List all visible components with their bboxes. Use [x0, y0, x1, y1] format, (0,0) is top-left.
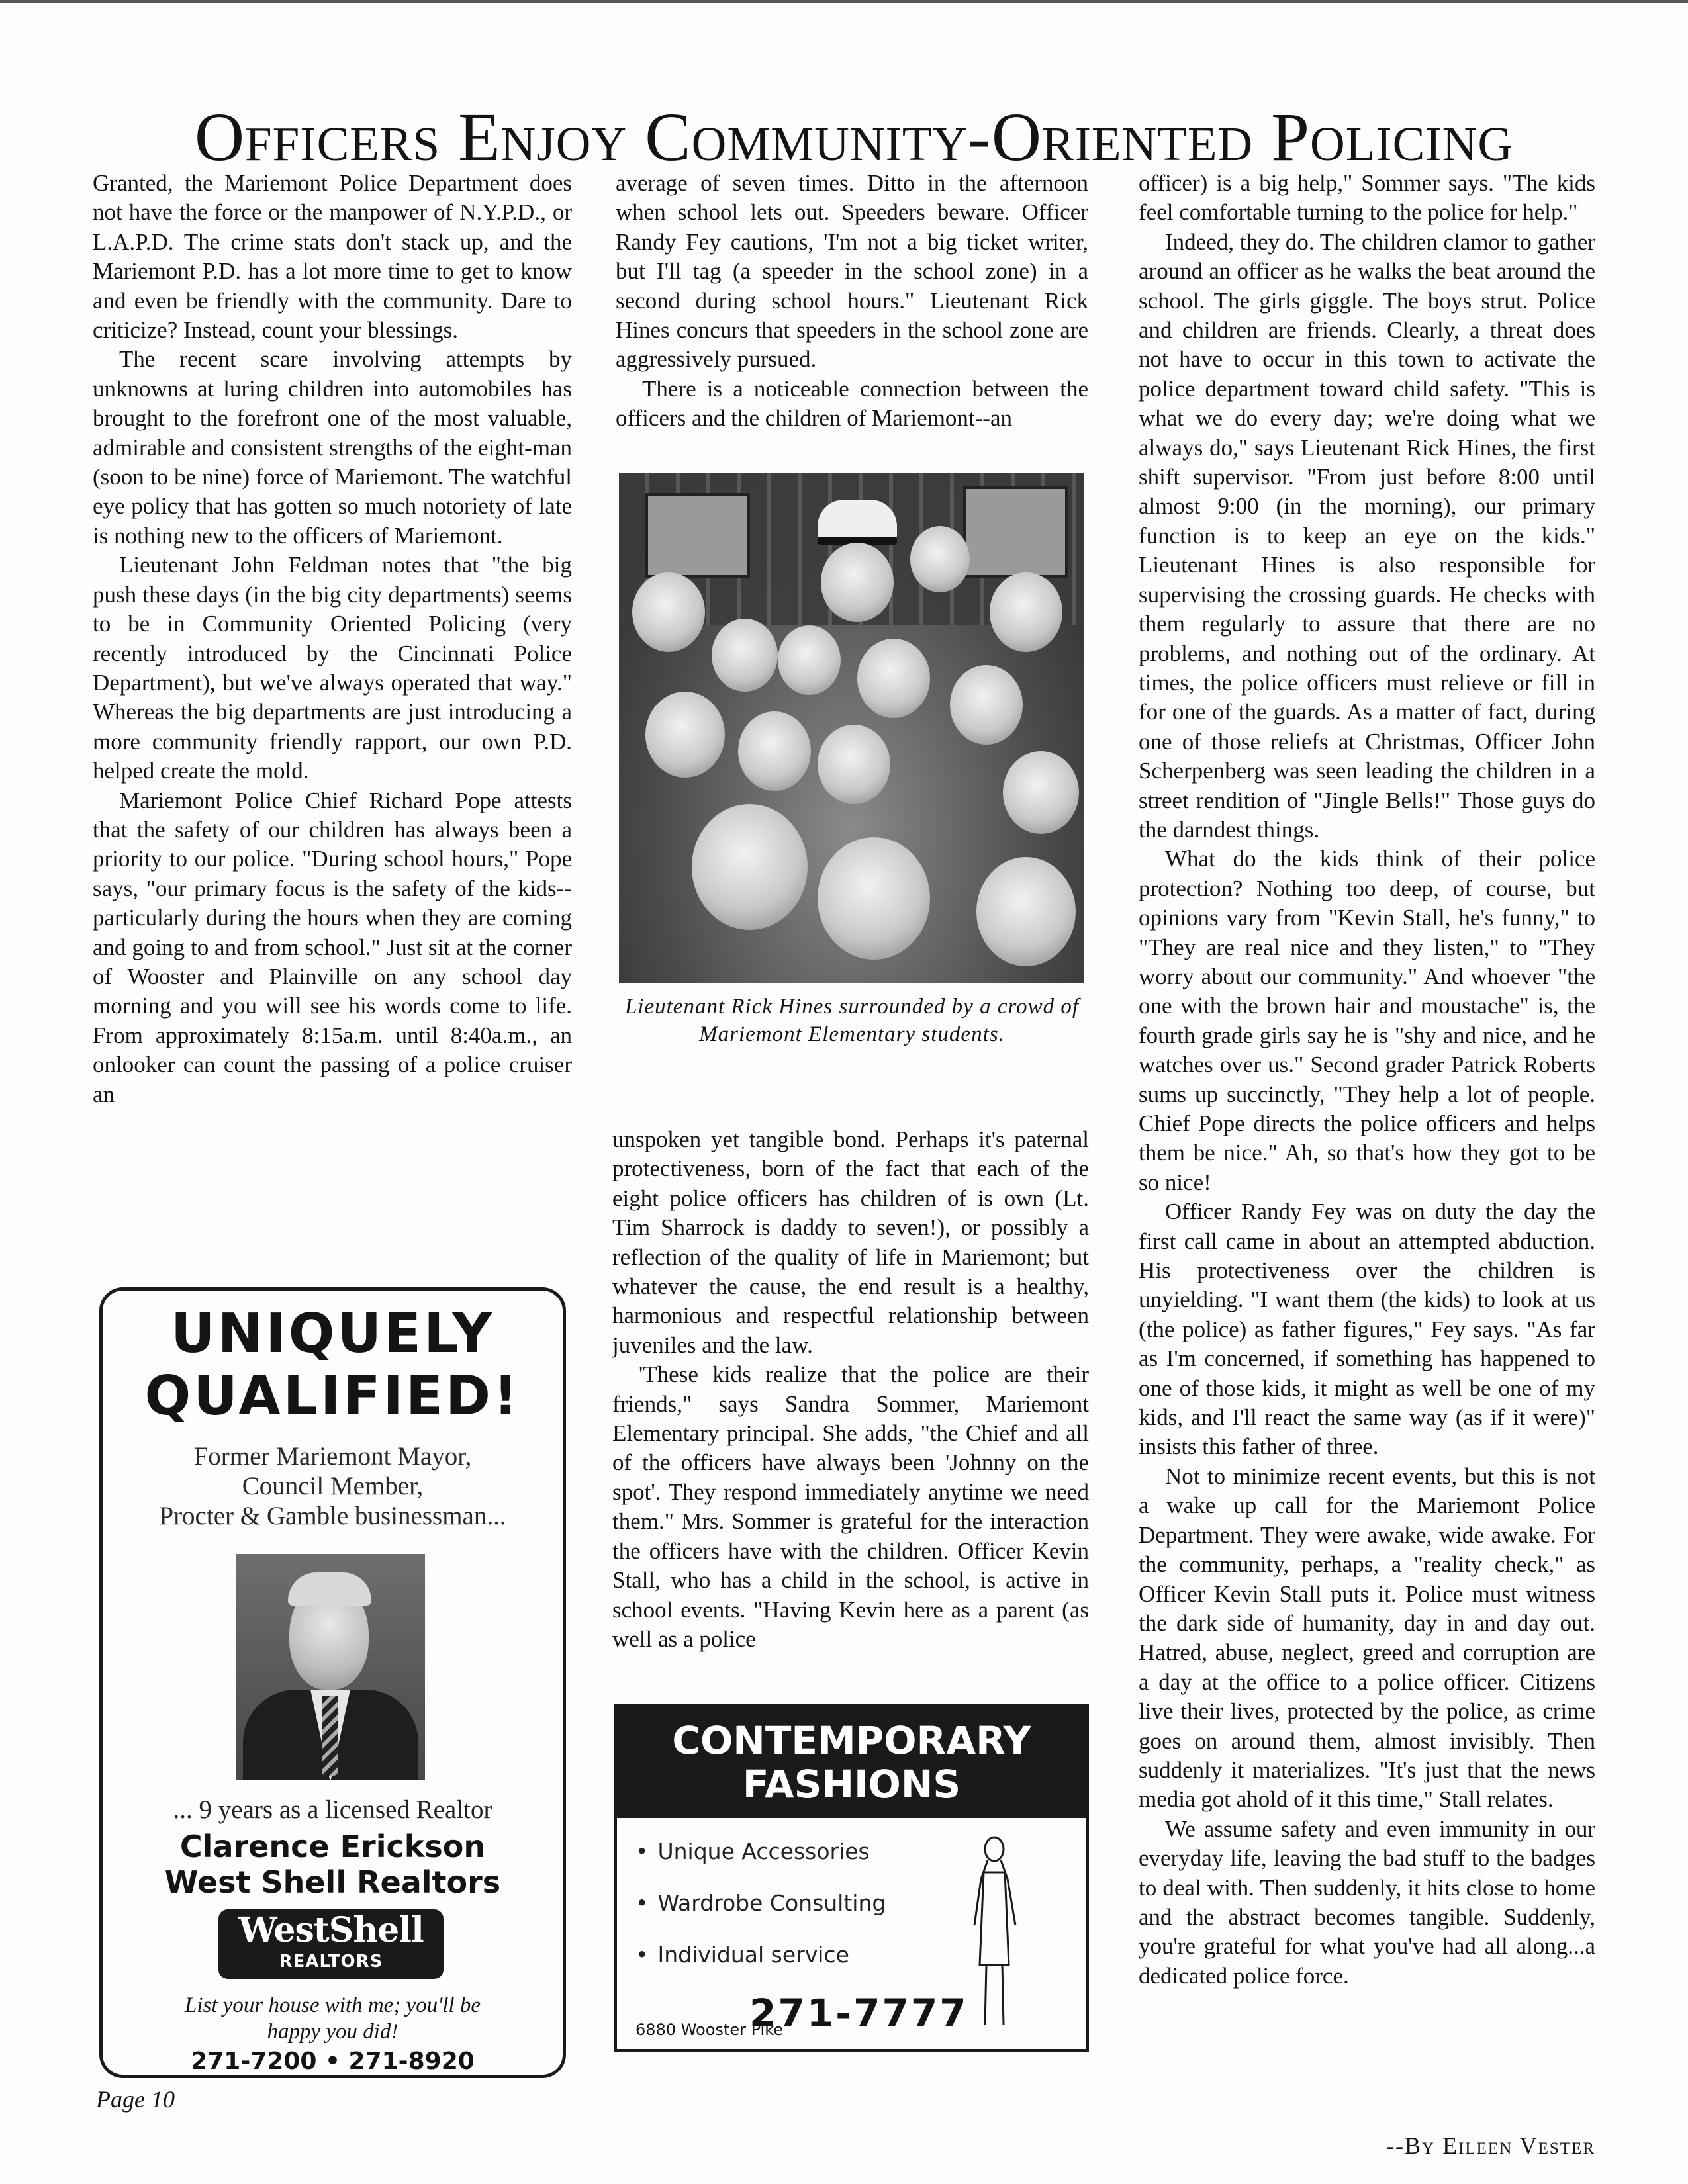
tagline-line: happy you did!	[267, 2020, 399, 2044]
logo-subtext: REALTORS	[279, 1952, 383, 1972]
student-face	[645, 692, 725, 778]
officer-cap	[818, 500, 897, 539]
ad-headline: QUALIFIED!	[144, 1365, 521, 1428]
byline: --By Eileen Vester	[1386, 2132, 1595, 2159]
student-face	[1003, 751, 1079, 834]
fashion-address: 6880 Wooster Pike	[635, 2021, 783, 2039]
window	[645, 493, 750, 578]
ad-headline: UNIQUELY	[171, 1302, 494, 1365]
ad-subtitle: Council Member,	[242, 1472, 424, 1500]
student-face	[778, 625, 841, 695]
fashion-ad-title	[617, 1707, 1086, 1818]
page-number: Page 10	[96, 2086, 175, 2113]
paragraph: 'These kids realize that the police are their friends," says Sandra Sommer, Mariemont Elementary principal. She adds, "the Chief and all of the officers have always been 'Johnny on the spot'. They respond immediately anytime we need them." Mrs. Sommer is grateful for the interaction the officers have with the children. Officer Kevin Stall, who has a child in the school, is active in school events. "Having Kevin here as a parent (as well as a police	[612, 1361, 1089, 1652]
service-list	[635, 1839, 927, 1994]
ad-subtitle: Procter & Gamble businessman...	[159, 1502, 506, 1530]
student-face	[738, 711, 811, 791]
paragraph: Not to minimize recent events, but this is not a wake up call for the Mariemont Police Department. They were awake, wide awake. For the community, perhaps, a "reality check," as Officer Kevin Stall puts it. Police must witness the dark side of humanity, day in and day out. Hatred, abuse, neglect, greed and corruption are a day at the office to a police officer. Citizens live their lives, protected by the police, as crime goes on around them, almost invisibly. Then suddenly it materializes. "It's just that the news media got ahold of it this time," Stall relates.	[1139, 1463, 1595, 1813]
ad-phone-numbers: 271-7200 • 271-8920	[191, 2048, 475, 2075]
student-face	[990, 572, 1062, 652]
paragraph: We assume safety and even immunity in our everyday life, leaving the bad stuff to the badges to deal with. Then suddenly, it hits close to home and the abstract becomes tangible. Suddenly, you're grateful for what you've had all along...a dedicated police force.	[1139, 1815, 1595, 1989]
tagline-line: List your house with me; you'll be	[184, 1993, 481, 2017]
paragraph: unspoken yet tangible bond. Perhaps it's paternal protectiveness, born of the fact that each of the eight police officers has children of is own (Lt. Tim Sharrock is daddy to seven!), or possibly a reflection of the quality of life in Mariemont; but whatever the cause, the end result is a healthy, harmonious and respectful relationship between juveniles and the law.	[612, 1126, 1089, 1358]
realtor-portrait	[236, 1554, 425, 1780]
service-item: • Individual service	[635, 1942, 927, 1968]
ad-subtitle: Former Mariemont Mayor,	[193, 1442, 472, 1471]
article-column-3	[1139, 169, 1595, 2101]
article-column-1	[93, 169, 572, 1244]
student-face	[950, 665, 1023, 745]
fashion-ad	[614, 1704, 1089, 2052]
article-column-2-bottom	[612, 1125, 1089, 1701]
top-rule	[0, 0, 1688, 3]
paragraph: Granted, the Mariemont Police Department does not have the force or the manpower of N.Y.P.D., or L.A.P.D. The crime stats don't stack up, and the Mariemont P.D. has a lot more time to get to know and even be friendly with the community. Dare to criticize? Instead, count your blessings.	[93, 170, 572, 343]
portrait-hair	[288, 1572, 371, 1606]
title-line: FASHIONS	[742, 1762, 961, 1807]
paragraph: Lieutenant John Feldman notes that "the big push these days (in the big city departments) seems to be in Community Oriented Policing (very recently introduced by the Cincinnati Police Department), but we've always operated that way." Whereas the big departments are just introducing a more community friendly rapport, our own P.D. helped create the mold.	[93, 552, 572, 784]
paragraph: Indeed, they do. The children clamor to gather around an officer as he walks the beat around the school. The girls giggle. The boys strut. Police and children are friends. Clearly, a threat does not have to occur in this town to activate the police department toward child safety. "This is what we do every day; we're doing what we always do," says Lieutenant Rick Hines, the first shift supervisor. "From just before 8:00 until almost 9:00 (in the morning), our primary function is to keep an eye on the kids." Lieutenant Hines is also responsible for supervising the crossing guards. He checks with them regularly to assure that there are no problems, and nothing out of the ordinary. At times, the police officers must relieve or fill in for one of the guards. As a matter of fact, during one of those reliefs at Christmas, Officer John Scherpenberg was seen leading the children in a street rendition of "Jingle Bells!" Those guys do the darndest things.	[1139, 228, 1595, 842]
student-face	[910, 526, 970, 592]
realtor-ad	[99, 1287, 566, 2078]
student-face	[712, 619, 778, 692]
paragraph: What do the kids think of their police protection? Nothing too deep, of course, but opinions vary from "Kevin Stall, he's funny," to "They are real nice and they listen," to "They worry about our community." And whoever "the one with the brown hair and moustache" is, the fourth grade girls say he is "shy and nice, and he watches over us." Second grader Patrick Roberts sums up succinctly, "They help a lot of people. Chief Pope directs the police officers and helps them be nice." Ah, so that's how they got to be so nice!	[1139, 846, 1595, 1195]
photo-caption: Lieutenant Rick Hines surrounded by a crowd of Mariemont Elementary students.	[624, 995, 1080, 1046]
officer-face	[821, 543, 894, 622]
window	[963, 486, 1068, 578]
paragraph: There is a noticeable connection between the officers and the children of Mariemont--an	[616, 375, 1088, 432]
title-line: CONTEMPORARY	[672, 1718, 1031, 1763]
paragraph: The recent scare involving attempts by unknowns at luring children into automobiles has brought to the forefront one of the most valuable, admirable and consistent strengths of the eight-man (soon to be nine) force of Mariemont. The watchful eye policy that has gotten so much notoriety of late is nothing new to the officers of Mariemont.	[93, 346, 572, 549]
students-photo	[619, 473, 1084, 983]
ad-licensed-line: ... 9 years as a licensed Realtor	[173, 1796, 492, 1824]
article-column-2-top	[616, 169, 1088, 470]
service-item: • Wardrobe Consulting	[635, 1891, 927, 1916]
portrait-tie	[322, 1696, 338, 1776]
service-item: • Unique Accessories	[635, 1839, 927, 1864]
student-face	[857, 639, 930, 718]
student-face	[976, 857, 1076, 966]
student-face	[818, 837, 930, 960]
student-face	[632, 572, 705, 652]
westshell-logo	[218, 1909, 444, 1979]
logo-wordmark: WestShell	[238, 1910, 424, 1950]
realtor-company: West Shell Realtors	[164, 1864, 501, 1900]
fashion-phone: 271-7777	[749, 1991, 968, 2036]
realtor-name: Clarence Erickson	[179, 1829, 486, 1864]
paragraph: officer) is a big help," Sommer says. "The kids feel comfortable turning to the police for help."	[1139, 170, 1595, 226]
article-headline: Officers Enjoy Community-Oriented Policing	[194, 99, 1514, 175]
paragraph: Mariemont Police Chief Richard Pope attests that the safety of our children has always been a priority to our police. "During school hours," Pope says, "our primary focus is the safety of the kids--particularly during the hours when they are coming and going to and from school." Just sit at the corner of Wooster and Plainville on any school day morning and you will see his words come to life. From approximately 8:15a.m. until 8:40a.m., an onlooker can count the passing of a police cruiser an	[93, 787, 572, 1107]
ad-tagline	[103, 1992, 563, 2045]
student-face	[692, 804, 808, 930]
paragraph: average of seven times. Ditto in the afternoon when school lets out. Speeders beware. Officer Randy Fey cautions, 'I'm not a big ticket writer, but I'll tag (a speeder in the school zone) in a second during school hours." Lieutenant Rick Hines concurs that speeders in the school zone are aggressively pursued.	[616, 170, 1088, 373]
student-face	[818, 725, 890, 804]
paragraph: Officer Randy Fey was on duty the day the first call came in about an attempted abduction. His protectiveness over the children is unyielding. "I want them (the kids) to look at us (the police) as father figures," Fey says. "As far as I'm concerned, if something has happened to one of those kids, it might as well be one of my kids, and I'll react the same way (as if it were)" insists this father of three.	[1139, 1199, 1595, 1460]
